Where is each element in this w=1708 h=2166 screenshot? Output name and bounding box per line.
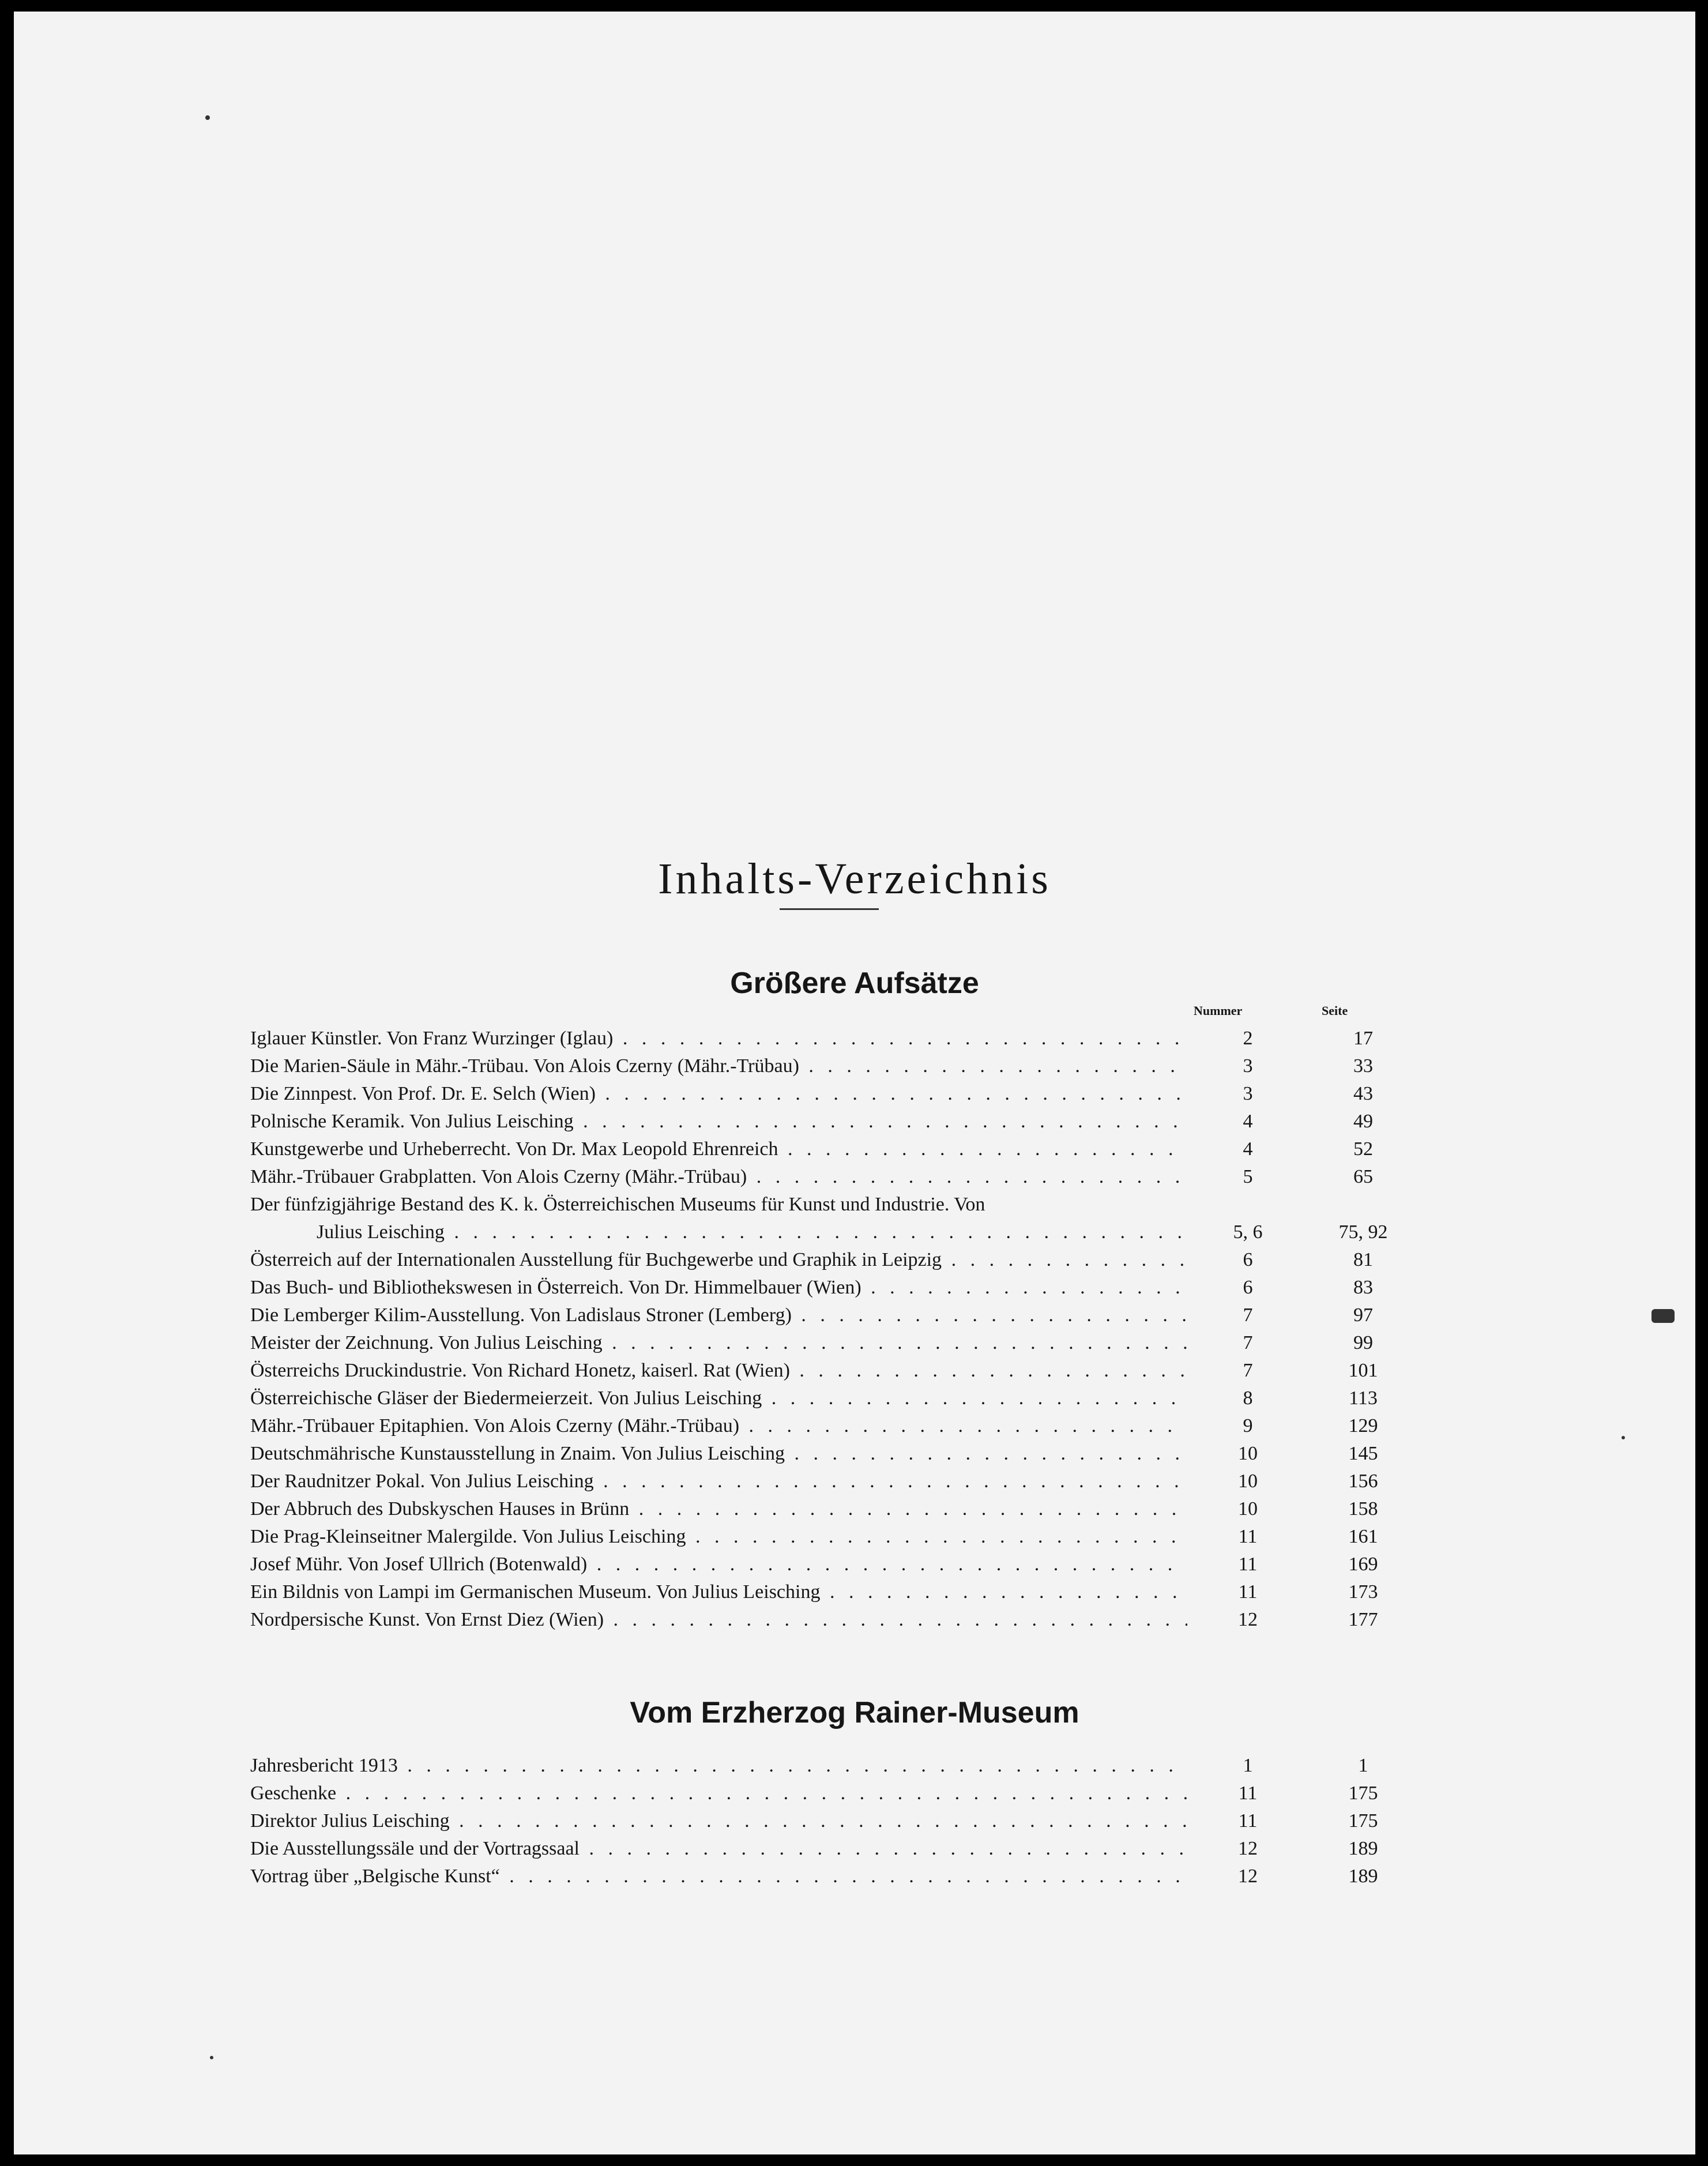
toc-entry-number: 11: [1238, 1526, 1258, 1547]
toc-entry-number: 11: [1238, 1581, 1258, 1603]
toc-entry-title: Österreich auf der Internationalen Ausstellung für Buchgewerbe und Graphik in Leipzig . . .: [250, 1246, 1187, 1274]
toc-entry-title: Nordpersische Kunst. Von Ernst Diez (Wien) . . .: [250, 1606, 1187, 1634]
toc-entry-number: 12: [1238, 1838, 1258, 1859]
toc-entry-page: 129: [1348, 1415, 1378, 1437]
toc-entry-title: Die Marien-Säule in Mähr.-Trübau. Von Alois Czerny (Mähr.-Trübau) . . .: [250, 1052, 1187, 1080]
toc-entry-title: Österreichische Gläser der Biedermeierzeit. Von Julius Leisching . . .: [250, 1385, 1187, 1412]
toc-row: [250, 1052, 1409, 1080]
toc-entry-number: 12: [1238, 1866, 1258, 1887]
toc-entry-title: Die Zinnpest. Von Prof. Dr. E. Selch (Wien) . . .: [250, 1080, 1187, 1108]
column-header-seite: Seite: [1322, 1003, 1348, 1018]
toc-entry-page: 158: [1348, 1498, 1378, 1520]
toc-entry-page: 81: [1353, 1249, 1373, 1270]
toc-entry-title: Ein Bildnis von Lampi im Germanischen Museum. Von Julius Leisching . . .: [250, 1578, 1187, 1606]
toc-entry-title: Die Prag-Kleinseitner Malergilde. Von Julius Leisching . . .: [250, 1523, 1187, 1551]
toc-entry-page: 113: [1349, 1387, 1378, 1409]
toc-row: [250, 1523, 1409, 1551]
toc-entry-number: 10: [1238, 1498, 1258, 1520]
toc-entry-page: 99: [1353, 1332, 1373, 1353]
toc-entry-page: 83: [1353, 1277, 1373, 1298]
toc-entry-title: Deutschmährische Kunstausstellung in Znaim. Von Julius Leisching . . .: [250, 1440, 1187, 1468]
toc-entry-page: 161: [1348, 1526, 1378, 1547]
toc-entry-page: 75, 92: [1338, 1221, 1388, 1243]
toc-entry-number: 10: [1238, 1471, 1258, 1492]
page-title: Inhalts-Verzeichnis: [658, 854, 1051, 903]
toc-row: [250, 1246, 1409, 1274]
toc-entry-title: Vortrag über „Belgische Kunst“ . . .: [250, 1863, 1187, 1890]
toc-entry-page: 49: [1353, 1111, 1373, 1132]
toc-entry-number: 7: [1243, 1360, 1253, 1381]
toc-row: [250, 1440, 1409, 1468]
toc-entry-page: 145: [1348, 1443, 1378, 1464]
toc-entry-number: 11: [1238, 1810, 1258, 1832]
toc-entry-number: 9: [1243, 1415, 1253, 1437]
toc-entry-title: Der Abbruch des Dubskyschen Hauses in Brünn . . .: [250, 1495, 1187, 1523]
toc-row: [250, 1080, 1409, 1108]
title-divider: [780, 908, 879, 910]
toc-entry-title: Mähr.-Trübauer Epitaphien. Von Alois Czerny (Mähr.-Trübau) . . .: [250, 1412, 1187, 1440]
toc-entry-number: 10: [1238, 1443, 1258, 1464]
toc-entry-title: Das Buch- und Bibliothekswesen in Österreich. Von Dr. Himmelbauer (Wien) . . .: [250, 1274, 1187, 1302]
toc-row: [250, 1578, 1409, 1606]
toc-entry-title: Die Ausstellungssäle und der Vortragssaal . . .: [250, 1835, 1187, 1863]
toc-row: [250, 1752, 1409, 1780]
toc-row: [250, 1025, 1409, 1052]
toc-entry-number: 6: [1243, 1249, 1253, 1270]
toc-entry-number: 11: [1238, 1554, 1258, 1575]
toc-entry-title: Julius Leisching . . .: [317, 1219, 1187, 1246]
toc-entry-page: 52: [1353, 1138, 1373, 1160]
toc-row: [250, 1329, 1409, 1357]
toc-entry-page: 65: [1353, 1166, 1373, 1187]
toc-row: [250, 1780, 1409, 1807]
toc-row: [250, 1163, 1409, 1191]
toc-entry-page: 177: [1348, 1609, 1378, 1630]
toc-entry-title: Jahresbericht 1913 . . .: [250, 1752, 1187, 1780]
section-heading-rainer-museum: Vom Erzherzog Rainer-Museum: [630, 1696, 1079, 1729]
toc-entry-number: 3: [1243, 1055, 1253, 1077]
toc-row: [250, 1863, 1409, 1890]
toc-entry-number: 8: [1243, 1387, 1253, 1409]
toc-row: [250, 1412, 1409, 1440]
toc-entry-title: Josef Mühr. Von Josef Ullrich (Botenwald) . . .: [250, 1551, 1187, 1578]
toc-entry-title: Die Lemberger Kilim-Ausstellung. Von Ladislaus Stroner (Lemberg) . . .: [250, 1302, 1187, 1329]
toc-row: [250, 1606, 1409, 1634]
toc-row: [250, 1191, 1409, 1219]
toc-entry-page: 33: [1353, 1055, 1373, 1077]
toc-row: [250, 1495, 1409, 1523]
toc-entry-title: Direktor Julius Leisching . . .: [250, 1807, 1187, 1835]
toc-entry-title: Geschenke . . .: [250, 1780, 1187, 1807]
toc-entry-page: 101: [1348, 1360, 1378, 1381]
column-header-nummer: Nummer: [1194, 1003, 1243, 1018]
toc-row: [250, 1468, 1409, 1495]
toc-entry-page: 97: [1353, 1304, 1373, 1326]
toc-entry-number: 1: [1243, 1755, 1253, 1776]
toc-list-rainer-museum: [250, 1752, 1409, 1890]
toc-list-aufsaetze: [250, 1025, 1409, 1634]
toc-entry-title: Der fünfzigjährige Bestand des K. k. Österreichischen Museums für Kunst und Industrie. Von: [250, 1194, 985, 1215]
toc-row: [250, 1357, 1409, 1385]
toc-entry-number: 4: [1243, 1138, 1253, 1160]
toc-entry-title: Mähr.-Trübauer Grabplatten. Von Alois Czerny (Mähr.-Trübau) . . .: [250, 1163, 1187, 1191]
toc-entry-page: 189: [1348, 1866, 1378, 1887]
toc-entry-title: Polnische Keramik. Von Julius Leisching . . .: [250, 1108, 1187, 1135]
toc-entry-number: 11: [1238, 1783, 1258, 1804]
toc-entry-page: 17: [1353, 1028, 1373, 1049]
scan-speck: [210, 2056, 213, 2059]
toc-entry-page: 1: [1358, 1755, 1368, 1776]
toc-entry-page: 43: [1353, 1083, 1373, 1104]
toc-row: [250, 1807, 1409, 1835]
toc-entry-page: 175: [1348, 1810, 1378, 1832]
toc-entry-page: 175: [1348, 1783, 1378, 1804]
toc-entry-number: 4: [1243, 1111, 1253, 1132]
toc-row: [250, 1219, 1409, 1246]
toc-row: [250, 1274, 1409, 1302]
scan-speck: [1622, 1436, 1625, 1439]
section-heading-aufsaetze: Größere Aufsätze: [730, 967, 979, 1000]
toc-entry-number: 3: [1243, 1083, 1253, 1104]
toc-entry-number: 5, 6: [1233, 1221, 1263, 1243]
toc-entry-title: Iglauer Künstler. Von Franz Wurzinger (Iglau) . . .: [250, 1025, 1187, 1052]
scan-speck: [1651, 1309, 1675, 1323]
toc-row: [250, 1135, 1409, 1163]
toc-entry-number: 7: [1243, 1332, 1253, 1353]
toc-entry-page: 189: [1348, 1838, 1378, 1859]
toc-row: [250, 1385, 1409, 1412]
toc-row: [250, 1551, 1409, 1578]
toc-entry-page: 169: [1348, 1554, 1378, 1575]
toc-entry-title: Meister der Zeichnung. Von Julius Leisching . . .: [250, 1329, 1187, 1357]
toc-entry-number: 6: [1243, 1277, 1253, 1298]
scanned-page: [14, 12, 1695, 2154]
toc-entry-title: Der Raudnitzer Pokal. Von Julius Leisching . . .: [250, 1468, 1187, 1495]
toc-entry-number: 12: [1238, 1609, 1258, 1630]
toc-entry-page: 173: [1348, 1581, 1378, 1603]
toc-entry-title: Kunstgewerbe und Urheberrecht. Von Dr. Max Leopold Ehrenreich . . .: [250, 1135, 1187, 1163]
toc-entry-page: 156: [1348, 1471, 1378, 1492]
scan-speck: [205, 115, 210, 120]
toc-row: [250, 1835, 1409, 1863]
toc-entry-number: 7: [1243, 1304, 1253, 1326]
toc-entry-number: 5: [1243, 1166, 1253, 1187]
toc-row: [250, 1108, 1409, 1135]
toc-row: [250, 1302, 1409, 1329]
toc-entry-number: 2: [1243, 1028, 1253, 1049]
toc-entry-title: Österreichs Druckindustrie. Von Richard Honetz, kaiserl. Rat (Wien) . . .: [250, 1357, 1187, 1385]
